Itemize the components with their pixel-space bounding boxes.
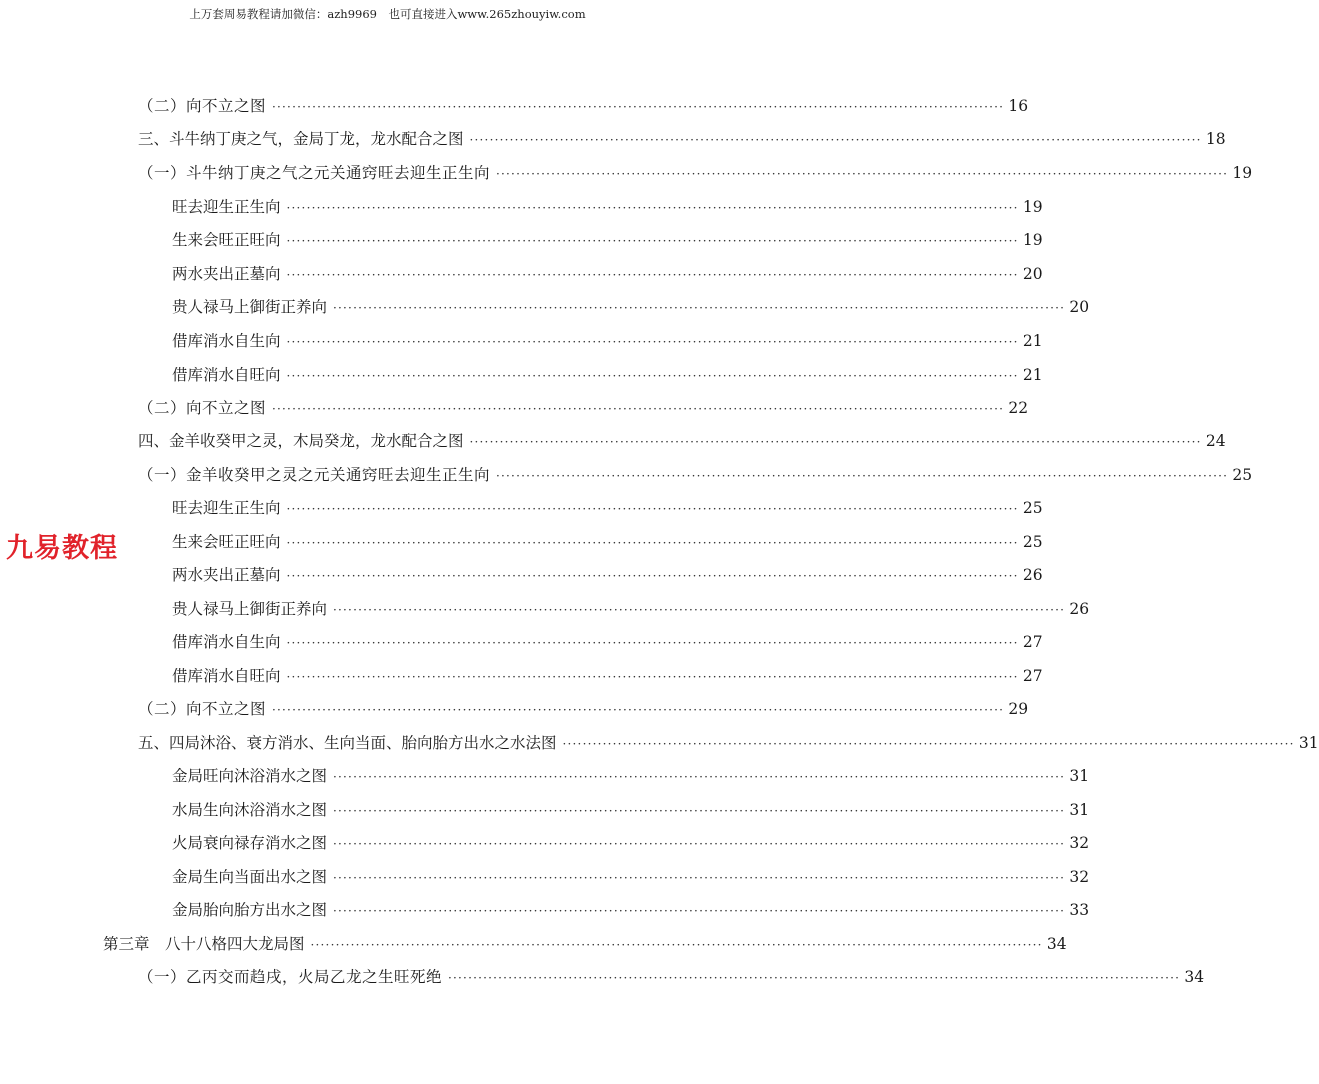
dot-leader: ··················································································································································: [286, 670, 1019, 684]
toc-entry-title: 金局生向当面出水之图: [172, 868, 328, 886]
toc-entry-page: 19: [1022, 231, 1043, 249]
toc-entry-page: 16: [1008, 97, 1029, 115]
toc-entry-title: （二）向不立之图: [138, 97, 267, 115]
toc-entry-page: 25: [1022, 499, 1043, 517]
dot-leader: ··················································································································································: [286, 234, 1019, 248]
toc-entry[interactable]: [172, 663, 1043, 689]
toc-entry-title: 第三章 八十八格四大龙局图: [103, 935, 305, 953]
toc-entry[interactable]: [172, 797, 1090, 823]
toc-entry-title: （一）乙丙交而趋戌，火局乙龙之生旺死绝: [138, 968, 443, 986]
page-header: 上万套周易教程请加微信：azh9969 也可直接进入www.265zhouyiw.com: [189, 7, 586, 21]
toc-entry-page: 25: [1022, 533, 1043, 551]
dot-leader: ··················································································································································: [496, 469, 1229, 483]
toc-entry-title: 金局胎向胎方出水之图: [172, 901, 328, 919]
toc-entry-page: 29: [1008, 700, 1029, 718]
dot-leader: ··················································································································································: [333, 770, 1066, 784]
toc-entry-page: 27: [1022, 633, 1043, 651]
toc-entry-page: 34: [1184, 968, 1205, 986]
dot-leader: ··················································································································································: [286, 536, 1019, 550]
toc-entry-page: 26: [1022, 566, 1043, 584]
toc-entry-title: 借库消水自旺向: [172, 366, 281, 384]
toc-entry-page: 20: [1069, 298, 1090, 316]
toc-entry[interactable]: [103, 931, 1067, 957]
dot-leader: ··················································································································································: [469, 133, 1202, 147]
toc-entry-title: 金局旺向沐浴消水之图: [172, 767, 328, 785]
watermark-logo: 九易教程: [6, 533, 118, 564]
toc-entry[interactable]: [138, 126, 1226, 152]
dot-leader: ··················································································································································: [286, 369, 1019, 383]
toc-entry[interactable]: [172, 227, 1043, 253]
toc-entry-title: （一）金羊收癸甲之灵之元关通窍旺去迎生正生向: [138, 466, 491, 484]
toc-entry[interactable]: [172, 495, 1043, 521]
dot-leader: ··················································································································································: [272, 100, 1005, 114]
dot-leader: ··················································································································································: [310, 938, 1043, 952]
toc-entry-title: 三、斗牛纳丁庚之气，金局丁龙，龙水配合之图: [138, 130, 464, 148]
dot-leader: ··················································································································································: [333, 603, 1066, 617]
toc-entry-page: 27: [1022, 667, 1043, 685]
toc-entry-title: （二）向不立之图: [138, 700, 267, 718]
toc-entry-title: 五、四局沐浴、衰方消水、生向当面、胎向胎方出水之水法图: [138, 734, 557, 752]
dot-leader: ··················································································································································: [272, 703, 1005, 717]
toc-entry[interactable]: [138, 160, 1253, 186]
dot-leader: ··················································································································································: [286, 268, 1019, 282]
toc-entry-page: 21: [1022, 332, 1043, 350]
toc-entry-page: 32: [1069, 834, 1090, 852]
toc-entry-page: 26: [1069, 600, 1090, 618]
toc-entry-title: 贵人禄马上御街正养向: [172, 298, 328, 316]
dot-leader: ··················································································································································: [272, 402, 1005, 416]
toc-entry-title: 水局生向沐浴消水之图: [172, 801, 328, 819]
toc-entry-title: （二）向不立之图: [138, 399, 267, 417]
toc-entry-title: 旺去迎生正生向: [172, 198, 281, 216]
toc-entry[interactable]: [172, 897, 1090, 923]
toc-entry[interactable]: [172, 261, 1043, 287]
toc-entry-page: 31: [1069, 801, 1090, 819]
dot-leader: ··················································································································································: [496, 167, 1229, 181]
toc-entry[interactable]: [172, 194, 1043, 220]
toc-entry[interactable]: [138, 428, 1226, 454]
toc-entry-title: 火局衰向禄存消水之图: [172, 834, 328, 852]
toc-entry[interactable]: [138, 462, 1253, 488]
toc-entry[interactable]: [172, 362, 1043, 388]
dot-leader: ··················································································································································: [469, 435, 1202, 449]
toc-entry[interactable]: [138, 93, 1029, 119]
toc-entry-title: 借库消水自生向: [172, 332, 281, 350]
dot-leader: ··················································································································································: [286, 636, 1019, 650]
toc-entry-title: 贵人禄马上御街正养向: [172, 600, 328, 618]
dot-leader: ··················································································································································: [333, 837, 1066, 851]
toc-entry-title: 借库消水自生向: [172, 633, 281, 651]
toc-entry[interactable]: [172, 562, 1043, 588]
dot-leader: ··················································································································································: [333, 301, 1066, 315]
toc-entry[interactable]: [172, 596, 1090, 622]
toc-entry-title: 生来会旺正旺向: [172, 533, 281, 551]
toc-entry-page: 31: [1069, 767, 1090, 785]
toc-entry[interactable]: [172, 629, 1043, 655]
toc-entry-title: （一）斗牛纳丁庚之气之元关通窍旺去迎生正生向: [138, 164, 491, 182]
toc-entry[interactable]: [138, 395, 1029, 421]
toc-entry-page: 32: [1069, 868, 1090, 886]
dot-leader: ··················································································································································: [562, 737, 1295, 751]
dot-leader: ··················································································································································: [333, 804, 1066, 818]
toc-entry[interactable]: [138, 964, 1205, 990]
dot-leader: ··················································································································································: [286, 569, 1019, 583]
toc-entry[interactable]: [172, 529, 1043, 555]
toc-entry[interactable]: [172, 328, 1043, 354]
toc-entry[interactable]: [172, 830, 1090, 856]
toc-entry-title: 生来会旺正旺向: [172, 231, 281, 249]
toc-entry-title: 两水夹出正墓向: [172, 566, 281, 584]
toc-entry-title: 两水夹出正墓向: [172, 265, 281, 283]
toc-entry-page: 18: [1205, 130, 1226, 148]
toc-entry-page: 33: [1069, 901, 1090, 919]
toc-entry-page: 19: [1232, 164, 1253, 182]
dot-leader: ··················································································································································: [333, 904, 1066, 918]
toc-entry-page: 22: [1008, 399, 1029, 417]
dot-leader: ··················································································································································: [286, 201, 1019, 215]
toc-entry[interactable]: [172, 294, 1090, 320]
toc-entry-page: 21: [1022, 366, 1043, 384]
dot-leader: ··················································································································································: [448, 971, 1181, 985]
toc-entry[interactable]: [172, 864, 1090, 890]
dot-leader: ··················································································································································: [333, 871, 1066, 885]
toc-entry-page: 19: [1022, 198, 1043, 216]
toc-entry[interactable]: [138, 730, 1319, 756]
toc-entry-page: 34: [1046, 935, 1067, 953]
dot-leader: ··················································································································································: [286, 502, 1019, 516]
toc-entry-page: 24: [1205, 432, 1226, 450]
toc-entry-page: 20: [1022, 265, 1043, 283]
toc-entry-page: 25: [1232, 466, 1253, 484]
toc-entry-title: 旺去迎生正生向: [172, 499, 281, 517]
toc-entry[interactable]: [138, 696, 1029, 722]
dot-leader: ··················································································································································: [286, 335, 1019, 349]
toc-entry-title: 借库消水自旺向: [172, 667, 281, 685]
toc-entry-page: 31: [1298, 734, 1319, 752]
toc-entry-title: 四、金羊收癸甲之灵，木局癸龙，龙水配合之图: [138, 432, 464, 450]
toc-entry[interactable]: [172, 763, 1090, 789]
